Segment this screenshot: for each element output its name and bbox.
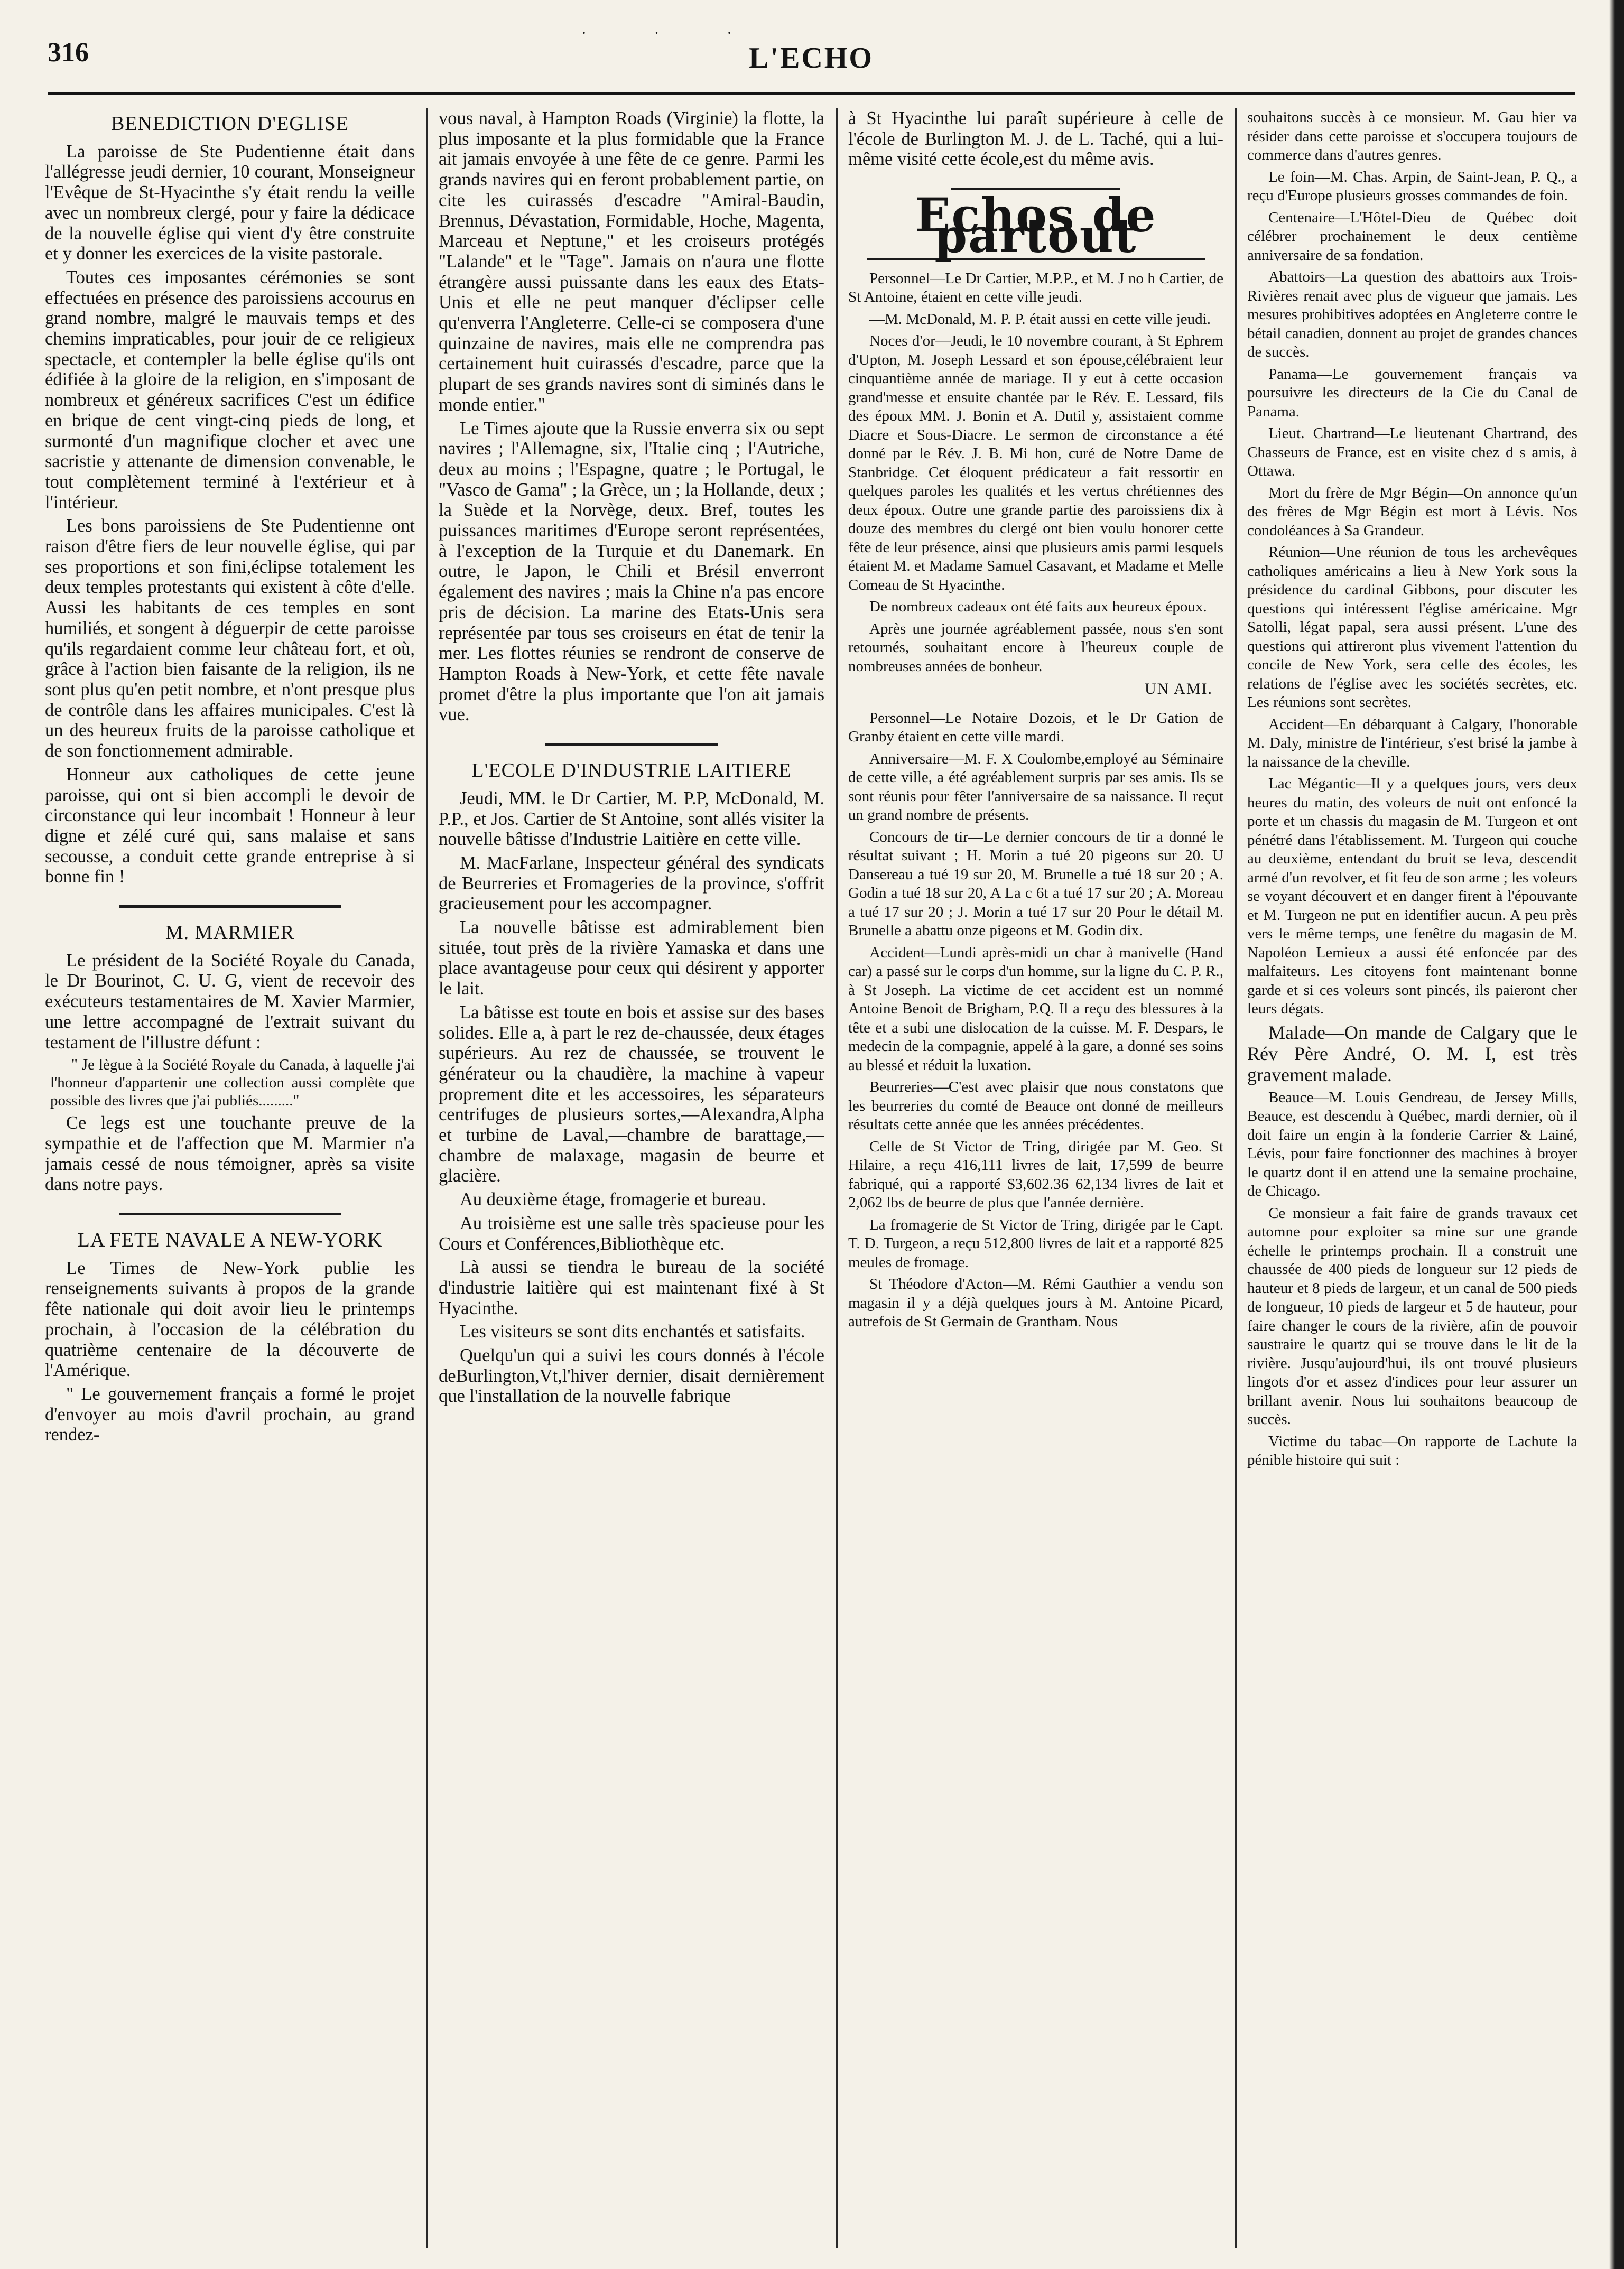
column-divider: [836, 108, 838, 2248]
paragraph: Le Times ajoute que la Russie enverra six ou sept navires ; l'Allemagne, six, l'Italie cinq ; l'Autriche, deux au moins ; l'Espagne, quatre ; le Portugal, le "Vasco de Gama" ; la Grèce, un ; la Hollande, deux ; la Suède et la Norvège, deux. Bref, toutes les puissances maritimes d'Europe seront représentées, à l'exception de la Turquie et du Danemark. En outre, le Japon, le Chili et Brésil enverront également des navires ; mais la Chine n'a pas encore pris de décision. La marine des Etats-Unis sera représentée par tous ses croiseurs en état de tenir la mer. Les flottes réunies se rendront de conserve de Hampton Roads à New-York, et cette fête navale promet d'être la plus importante que l'on ait jamais vue.: [439, 418, 824, 725]
news-item: St Théodore d'Acton—M. Rémi Gauthier a vendu son magasin il y a déjà quelques jours à M. Antoine Picard, autrefois de St Germain de Grantham. Nous: [848, 1276, 1223, 1331]
paragraph: Quelqu'un qui a suivi les cours donnés à l'école deBurlington,Vt,l'hiver dernier, disait dernièrement que l'installation de la nouvelle fabrique: [439, 1345, 824, 1407]
testament-quote: " Je lègue à la Société Royale du Canada, à laquelle j'ai l'honneur d'appartenir une collection aussi complète que possible des livres que j'ai publiés.........": [50, 1056, 415, 1110]
column-4: [1247, 108, 1577, 2248]
news-item: La fromagerie de St Victor de Tring, dirigée par le Capt. T. D. Turgeon, a reçu 512,800 livres de lait et a rapporté 825 meules de fromage.: [848, 1216, 1223, 1271]
news-item: Beauce—M. Louis Gendreau, de Jersey Mills, Beauce, est descendu à Québec, mardi dernier, où il doit faire un engin à la fonderie Carrier & Lainé, Lévis, pour faire fonctionner des machines à broyer le quartz dont il en attend une la semaine prochaine, de Chicago.: [1247, 1089, 1577, 1199]
paragraph: La bâtisse est toute en bois et assise sur des bases solides. Elle a, à part le rez de-chaussée, deux étages supérieurs. Au rez de chaussée, se trouvent le générateur ou la chaudière, la machine à vapeur proprement dite et les accessoires, les séparateurs centrifuges de plusieurs sortes,—Alexandra,Alpha et turbine de Laval,—chambre de barattage,—chambre de malaxage, magasin de beurre et glacière.: [439, 1002, 824, 1186]
article-title-fete-navale: LA FETE NAVALE A NEW-YORK: [77, 1229, 383, 1252]
article-title-marmier: M. MARMIER: [165, 922, 295, 944]
masthead-title: L'ECHO: [749, 42, 874, 75]
news-item: —M. McDonald, M. P. P. était aussi en cette ville jeudi.: [869, 310, 1211, 328]
paragraph: Jeudi, MM. le Dr Cartier, M. P.P, McDonald, M. P.P., et Jos. Cartier de St Antoine, sont allés visiter la nouvelle bâtisse d'Industrie Laitière en cette ville.: [439, 788, 824, 850]
paragraph-continued: à St Hyacinthe lui paraît supérieure à celle de l'école de Burlington M. J. de L. Taché, qui a lui-même visité cette école,est du même avis.: [848, 108, 1223, 170]
paragraph: M. MacFarlane, Inspecteur général des syndicats de Beurreries et Fromageries de la province, s'offrit gracieusement pour les accompagner.: [439, 852, 824, 914]
news-item: Centenaire—L'Hôtel-Dieu de Québec doit célébrer prochainement le deux centième anniversaire de sa fondation.: [1247, 209, 1577, 264]
news-item: Après une journée agréablement passée, nous s'en sont retournés, souhaitant encore à l'heureux couple de nombreuses années de bonheur.: [848, 620, 1223, 675]
columns: [45, 108, 1577, 2248]
article-title-ecole-laitiere: L'ECOLE D'INDUSTRIE LAITIERE: [471, 759, 792, 782]
section-separator: [119, 905, 341, 908]
paragraph: " Le gouvernement français a formé le projet d'envoyer au mois d'avril prochain, au grand rendez-: [45, 1383, 415, 1445]
paragraph: Le Times de New-York publie les renseignements suivants à propos de la grande fête nationale qui doit avoir lieu le printemps prochain, à l'occasion de la célébration du quatrième centenaire de la découverte de l'Amérique.: [45, 1258, 415, 1381]
column-divider: [1235, 108, 1237, 2248]
paragraph: Les visiteurs se sont dits enchantés et satisfaits.: [460, 1322, 805, 1342]
news-item: Malade—On mande de Calgary que le Rév Père André, O. M. I, est très gravement malade.: [1247, 1021, 1577, 1085]
paragraph: La paroisse de Ste Pudentienne était dans l'allégresse jeudi dernier, 10 courant, Monseigneur l'Evêque de St-Hyacinthe s'y était rendu la veille avec un nombreux clergé, pour y faire la dédicace de la nouvelle église qui vient d'y être construite et y donner les exercices de la visite pastorale.: [45, 141, 415, 264]
section-separator: [545, 743, 719, 746]
paragraph: Au deuxième étage, fromagerie et bureau.: [460, 1189, 766, 1210]
news-item: Ce monsieur a fait faire de grands travaux cet automne pour exploiter sa mine sur une grande échelle le printemps prochain. Il a construit une chaussée de 400 pieds de longueur sur 12 pieds de hauteur et 8 pieds de largeur, et un canal de 500 pieds de longueur, 10 pieds de largeur et 5 de hauteur, pour faire changer le cours de la rivière, afin de pouvoir saustraire le quartz qui se trouve dans le lit de la rivière. Jusqu'aujourd'hui, ils ont trouvé plusieurs lingots d'or et assez d'indices pour leur assurer un brillant avenir. Nous lui souhaitons beaucoup de succès.: [1247, 1204, 1577, 1428]
paragraph: Ce legs est une touchante preuve de la sympathie et de l'affection que M. Marmier n'a jamais cessé de nous témoigner, après sa visite dans notre pays.: [45, 1113, 415, 1195]
paragraph: Le président de la Société Royale du Canada, le Dr Bourinot, C. U. G, vient de recevoir des exécuteurs testamentaires de M. Xavier Marmier, une lettre accompagné de l'extrait suivant du testament de l'illustre défunt :: [45, 950, 415, 1053]
news-item: Le foin—M. Chas. Arpin, de Saint-Jean, P. Q., a reçu d'Europe plusieurs grosses commandes de foin.: [1247, 168, 1577, 204]
news-item: Celle de St Victor de Tring, dirigée par M. Geo. St Hilaire, a reçu 416,111 livres de lait, 17,599 de beurre fabriqué, qui a rapporté $3,602.36 62,134 livres de lait et 2,062 lbs de beurre de plus que l'année dernière.: [848, 1138, 1223, 1212]
news-item: Concours de tir—Le dernier concours de tir a donné le résultat suivant ; H. Morin a tué 20 pigeons sur 20. U Dansereau a tué 19 sur 20, M. Brunelle a tué 18 sur 20 ; A. Godin a tué 18 sur 20, A La c 6t a tué 17 sur 20 ; A. Moreau a tué 17 sur 20 ; J. Morin a tué 17 sur 20 Pour le détail M. Brunelle a abattu onze pigeons et M. Godin dix.: [848, 828, 1223, 940]
news-item: Accident—En débarquant à Calgary, l'honorable M. Daly, ministre de l'intérieur, s'est brisé la jambe à la naissance de la cheville.: [1247, 715, 1577, 770]
page-header: [48, 32, 1575, 106]
news-item: Lieut. Chartrand—Le lieutenant Chartrand, des Chasseurs de France, est en visite chez d s amis, à Ottawa.: [1247, 425, 1577, 479]
news-item: De nombreux cadeaux ont été faits aux heureux époux.: [869, 598, 1207, 616]
print-specks: · · ·: [581, 24, 764, 42]
news-item: Réunion—Une réunion de tous les archevêques catholiques américains a lieu à New York sous la présidence du cardinal Gibbons, pour discuter les questions qui intéressent l'église américaine. Mgr Satolli, légat papal, sera aussi présent. L'une des questions qui attireront plus vivement l'attention du concile de New York, sera celle des écoles, les relations de l'église avec les sociétés secrètes, etc. Les réunions sont secrètes.: [1247, 544, 1577, 711]
news-item: Personnel—Le Dr Cartier, M.P.P., et M. J no h Cartier, de St Antoine, étaient en cette ville jeudi.: [848, 269, 1223, 306]
news-item: Noces d'or—Jeudi, le 10 novembre courant, à St Ephrem d'Upton, M. Joseph Lessard et son épouse,célébraient leur cinquantième année de mariage. Il y eut à cette occasion grand'messe et ensuite chantée par le Rév. E. Lessard, fils des époux MM. J. Bonin et A. Dutil y, assistaient comme Diacre et Sous-Diacre. Le sermon de circonstance a été donné par le Rév. J. B. Mi hon, curé de Notre Dame de Stanbridge. Cet éloquent prédicateur a fait ressortir en quelques paroles les qualités et les vertus chrétiennes des deux époux. Outre une grande partie des paroissiens dix à douze des membres du clergé ont bien voulu honorer cette fête de leur présence, ainsi que plusieurs amis parmi lesquels étaient M. et Madame Samuel Casavant, et Madame et Melle Comeau de St Hyacinthe.: [848, 332, 1223, 593]
section-separator: [119, 1213, 341, 1215]
paragraph: Au troisième est une salle très spacieuse pour les Cours et Conférences,Bibliothèque etc.: [439, 1213, 824, 1254]
news-item: Accident—Lundi après-midi un char à manivelle (Hand car) a passé sur le corps d'un homme, sur la ligne du C. P. R., à St Joseph. La victime de cet accident est un nommé Antoine Benoit de Brigham, P.Q. Il a reçu des blessures à la tête et a subi une dislocation de la cuisse. M. F. Despars, le medecin de la compagnie, appelé à la gare, a donné ses soins au blessé et réduit la luxation.: [848, 944, 1223, 1074]
news-item: Mort du frère de Mgr Bégin—On annonce qu'un des frères de Mgr Bégin est mort à Lévis. Nos condoléances à Sa Grandeur.: [1247, 484, 1577, 539]
article-title-benediction: BENEDICTION D'EGLISE: [110, 113, 349, 135]
news-item: Personnel—Le Notaire Dozois, et le Dr Gation de Granby étaient en cette ville mardi.: [848, 709, 1223, 746]
column-divider: [426, 108, 428, 2248]
paragraph: Toutes ces imposantes cérémonies se sont effectuées en présence des paroissiens accourus en grand nombre, malgré le mauvais temps et des chemins impraticables, pour jouir de ce religieux spectacle, et contempler la belle église qu'ils ont édifiée à la gloire de la religion, en s'imposant de nombreux et généreux sacrifices C'est un édifice en brique de cent vingt-cinq pieds de long, et surmonté d'un magnifique clocher et avec une sacristie y attenante de dimension convenable, le tout complètement terminé à l'extérieur et à l'intérieur.: [45, 267, 415, 513]
section-title-echos: Echos de partout: [915, 188, 1157, 263]
news-item: Anniversaire—M. F. X Coulombe,employé au Séminaire de cette ville, a été agréablement surpris par ses amis. Ils se sont réunis pour fêter l'anniversaire de sa naissance. Il reçut un grand nombre de présents.: [848, 750, 1223, 824]
page-edge-shadow: [1609, 0, 1624, 2269]
page-number: 316: [48, 38, 89, 68]
paragraph: Les bons paroissiens de Ste Pudentienne ont raison d'être fiers de leur nouvelle église, qui par ses proportions et son fini,éclipse totalement les deux temples protestants qui existent à côte d'elle. Aussi les habitants de ces temples en sont humiliés, et songent à déguerpir de cette paroisse qu'ils regardaient comme leur château fort, et où, grâce à l'action bien faisante de la religion, ils ne sont plus qu'en petit nombre, et n'ont presque plus de contrôle dans les affaires municipales. C'est là un des heureux fruits de la paroisse catholique et de son fonctionnement admirable.: [45, 516, 415, 761]
news-item: Lac Mégantic—Il y a quelques jours, vers deux heures du matin, des voleurs de nuit ont enfoncé la porte et un chassis du magasin de M. Turgeon et ont pénétré dans l'établissement. M. Turgeon qui couche au deuxième, entendant du bruit se leva, descendit armé d'un revolver, et fit feu de son arme ; les voleurs se voyant découvert et en danger firent à l'épouvante et M. Turgeon ne put en identifier aucun. A peu près vers le même temps, une fenêtre du magasin de M. Napoléon Lemieux a aussi été enfoncée par des malfaiteurs. Les citoyens font maintenant bonne garde et si ces voleurs sont pincés, ils paieront cher leurs dégats.: [1247, 775, 1577, 1017]
paragraph: Honneur aux catholiques de cette jeune paroisse, qui ont si bien accompli le devoir de circonstance qui leur incombait ! Honneur à leur digne et zélé curé qui, sans malaise et sans secousse, a conduit cette grande entreprise à si bonne fin !: [45, 764, 415, 887]
paragraph: Là aussi se tiendra le bureau de la société d'industrie laitière qui est maintenant fixé à St Hyacinthe.: [439, 1257, 824, 1318]
column-2: [439, 108, 824, 2248]
column-3: [848, 108, 1223, 2248]
signature: UN AMI.: [1144, 680, 1213, 698]
paragraph: La nouvelle bâtisse est admirablement bien située, tout près de la rivière Yamaska et dans une place avantageuse pour ceux qui désirent y apporter le lait.: [439, 917, 824, 999]
news-item: Beurreries—C'est avec plaisir que nous constatons que les beurreries du comté de Beauce ont donné de meilleurs résultats cette année que les années précédentes.: [848, 1078, 1223, 1133]
column-1: [45, 108, 415, 2248]
news-item: Victime du tabac—On rapporte de Lachute la pénible histoire qui suit :: [1247, 1433, 1577, 1468]
news-item: Panama—Le gouvernement français va poursuivre les directeurs de la Cie du Canal de Panama.: [1247, 365, 1577, 420]
paragraph-continued: vous naval, à Hampton Roads (Virginie) la flotte, la plus imposante et la plus formidable que la France ait jamais envoyée à une fête de ce genre. Parmi les grands navires qui en feront probablement partie, on cite les cuirassés d'escadre "Amiral-Baudin, Brennus, Dévastation, Formidable, Hoche, Magenta, Marceau et Neptune," et les croiseurs protégés "Lalande" et le "Tage". Jamais on n'aura une flotte étrangère aussi puissante dans les eaux des Etats-Unis et elle ne peut manquer d'éclipser celle qu'enverra l'Angleterre. Celle-ci se composera d'une quinzaine de navires, mais elle ne comprendra pas certainement huit cuirassés d'escadre, parce que la plupart de ses grands navires sont di siminés dans le monde entier.": [439, 108, 824, 415]
header-rule: [48, 92, 1575, 95]
news-item: Abattoirs—La question des abattoirs aux Trois-Rivières renait avec plus de vigueur que jamais. Les mesures prohibitives adoptées en Angleterre contre le bétail canadien, donnent au projet de grandes chances de succès.: [1247, 268, 1577, 360]
news-item-continued: souhaitons succès à ce monsieur. M. Gau hier va résider dans cette paroisse et s'occupera toujours de commerce dans d'autres genres.: [1247, 109, 1577, 163]
